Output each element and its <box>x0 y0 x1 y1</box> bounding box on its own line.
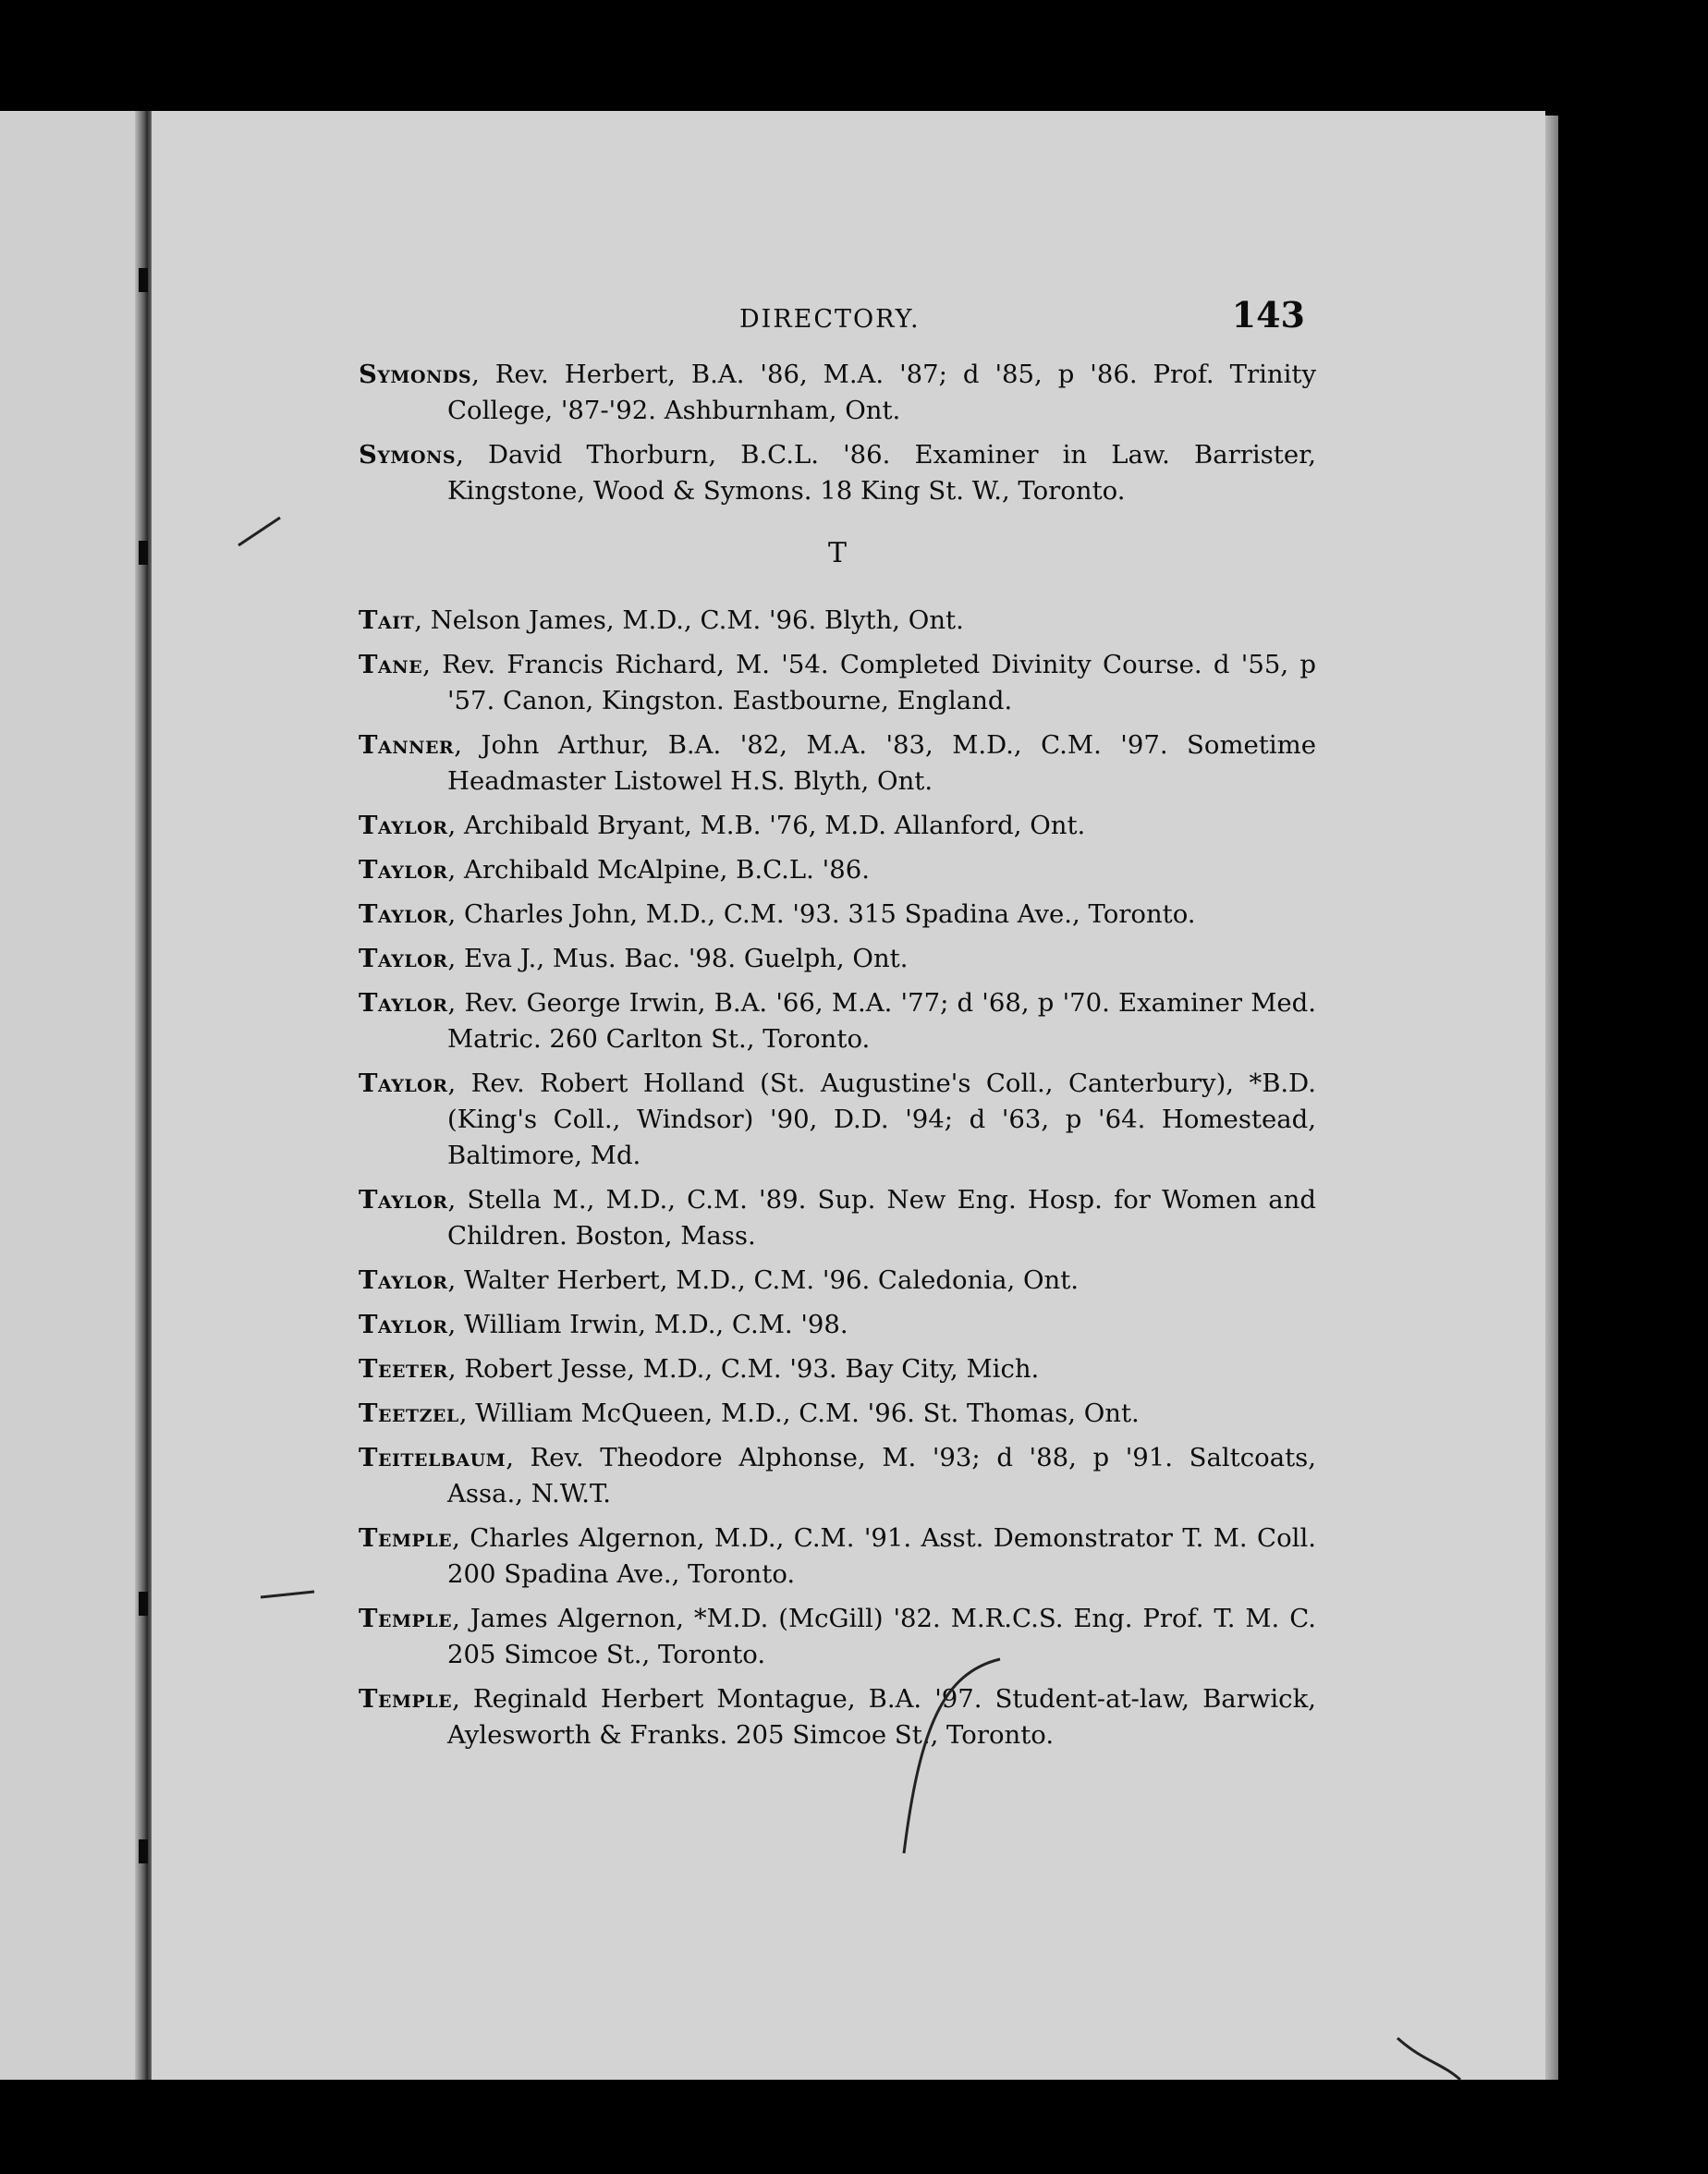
entry-surname: Taylor <box>359 899 448 929</box>
directory-entry <box>359 1066 1316 1174</box>
directory-entry <box>359 1307 1316 1343</box>
entry-surname: Taylor <box>359 811 448 840</box>
entry-surname: Temple <box>359 1523 453 1553</box>
entry-surname: Tane <box>359 650 423 679</box>
directory-entry <box>359 897 1316 933</box>
directory-entry <box>359 437 1316 509</box>
entry-details: , Eva J., Mus. Bac. '98. Guelph, Ont. <box>447 944 909 973</box>
entry-details: , Charles John, M.D., C.M. '93. 315 Spadina Ave., Toronto. <box>447 899 1196 929</box>
directory-entry <box>359 1440 1316 1512</box>
entry-surname: Taylor <box>359 1185 448 1215</box>
entry-surname: Taylor <box>359 855 448 885</box>
entry-details: , Charles Algernon, M.D., C.M. '91. Asst. Demonstrator T. M. Coll. 200 Spadina Ave., Toronto. <box>447 1523 1316 1589</box>
entry-details: , Rev. Theodore Alphonse, M. '93; d '88, p '91. Saltcoats, Assa., N.W.T. <box>447 1443 1316 1508</box>
entry-surname: Taylor <box>359 1069 448 1098</box>
entry-surname: Taylor <box>359 1265 448 1295</box>
entry-details: , John Arthur, B.A. '82, M.A. '83, M.D., C.M. '97. Sometime Headmaster Listowel H.S. Blyth, Ont. <box>447 730 1316 796</box>
directory-entry <box>359 1396 1316 1432</box>
entry-surname: Taylor <box>359 944 448 973</box>
entry-details: , Rev. Herbert, B.A. '86, M.A. '87; d '85, p '86. Prof. Trinity College, '87-'92. Ashburnham, Ont. <box>447 360 1316 425</box>
facing-page-edge <box>0 111 140 2080</box>
entry-surname: Symons <box>359 440 457 470</box>
page-header <box>359 294 1316 344</box>
entry-surname: Temple <box>359 1684 453 1714</box>
binding-mark <box>139 541 148 565</box>
directory-entry <box>359 941 1316 977</box>
entry-details: , Rev. George Irwin, B.A. '66, M.A. '77; d '68, p '70. Examiner Med. Matric. 260 Carlton St., Toronto. <box>447 988 1316 1054</box>
directory-entry <box>359 1601 1316 1673</box>
entry-surname: Taylor <box>359 988 448 1018</box>
directory-entry <box>359 647 1316 719</box>
page-edge <box>1545 116 1558 2080</box>
entry-details: , James Algernon, *M.D. (McGill) '82. M.R.C.S. Eng. Prof. T. M. C. 205 Simcoe St., Toronto. <box>447 1604 1316 1669</box>
directory-entry <box>359 985 1316 1057</box>
running-head: DIRECTORY. <box>739 305 921 334</box>
entry-details: , Robert Jesse, M.D., C.M. '93. Bay City, Mich. <box>447 1354 1040 1384</box>
directory-entry <box>359 1681 1316 1753</box>
section-letter: T <box>827 537 847 569</box>
entry-surname: Symonds <box>359 360 472 389</box>
directory-entry <box>359 727 1316 800</box>
entry-surname: Taylor <box>359 1310 448 1339</box>
directory-entry <box>359 1351 1316 1387</box>
directory-entry <box>359 1182 1316 1254</box>
page-number: 143 <box>1231 294 1305 336</box>
binding-mark <box>139 1592 148 1616</box>
entry-surname: Tait <box>359 605 415 635</box>
entry-details: , Archibald Bryant, M.B. '76, M.D. Allanford, Ont. <box>447 811 1086 840</box>
entry-details: , Rev. Francis Richard, M. '54. Completed Divinity Course. d '55, p '57. Canon, Kingston. Eastbourne, England. <box>422 650 1316 715</box>
entry-details: , Walter Herbert, M.D., C.M. '96. Caledonia, Ont. <box>447 1265 1080 1295</box>
entry-surname: Tanner <box>359 730 455 760</box>
entry-details: , Rev. Robert Holland (St. Augustine's Coll., Canterbury), *B.D. (King's Coll., Windsor) '90, D.D. '94; d '63, p '64. Homestead, Baltimore, Md. <box>447 1069 1316 1170</box>
directory-entry <box>359 808 1316 844</box>
directory-entry <box>359 357 1316 429</box>
directory-entry <box>359 603 1316 639</box>
entry-surname: Temple <box>359 1604 453 1633</box>
binding-mark <box>139 268 148 292</box>
entry-details: , Archibald McAlpine, B.C.L. '86. <box>447 855 870 885</box>
entry-details: , Nelson James, M.D., C.M. '96. Blyth, Ont. <box>414 605 964 635</box>
entry-surname: Teeter <box>359 1354 448 1384</box>
binding-mark <box>139 1839 148 1863</box>
directory-text <box>359 294 1316 1762</box>
directory-entry <box>359 852 1316 888</box>
entry-surname: Teitelbaum <box>359 1443 506 1472</box>
entry-details: , David Thorburn, B.C.L. '86. Examiner in Law. Barrister, Kingstone, Wood & Symons. 18 King St. W., Toronto. <box>447 440 1316 506</box>
directory-entry <box>359 1263 1316 1299</box>
entry-details: , William Irwin, M.D., C.M. '98. <box>447 1310 848 1339</box>
directory-entry <box>359 1521 1316 1593</box>
entry-details: , William McQueen, M.D., C.M. '96. St. Thomas, Ont. <box>458 1398 1140 1428</box>
entry-details: , Reginald Herbert Montague, B.A. '97. Student-at-law, Barwick, Aylesworth & Franks. 205 Simcoe St., Toronto. <box>447 1684 1316 1750</box>
entry-details: , Stella M., M.D., C.M. '89. Sup. New Eng. Hosp. for Women and Children. Boston, Mass. <box>447 1185 1316 1251</box>
entry-surname: Teetzel <box>359 1398 459 1428</box>
